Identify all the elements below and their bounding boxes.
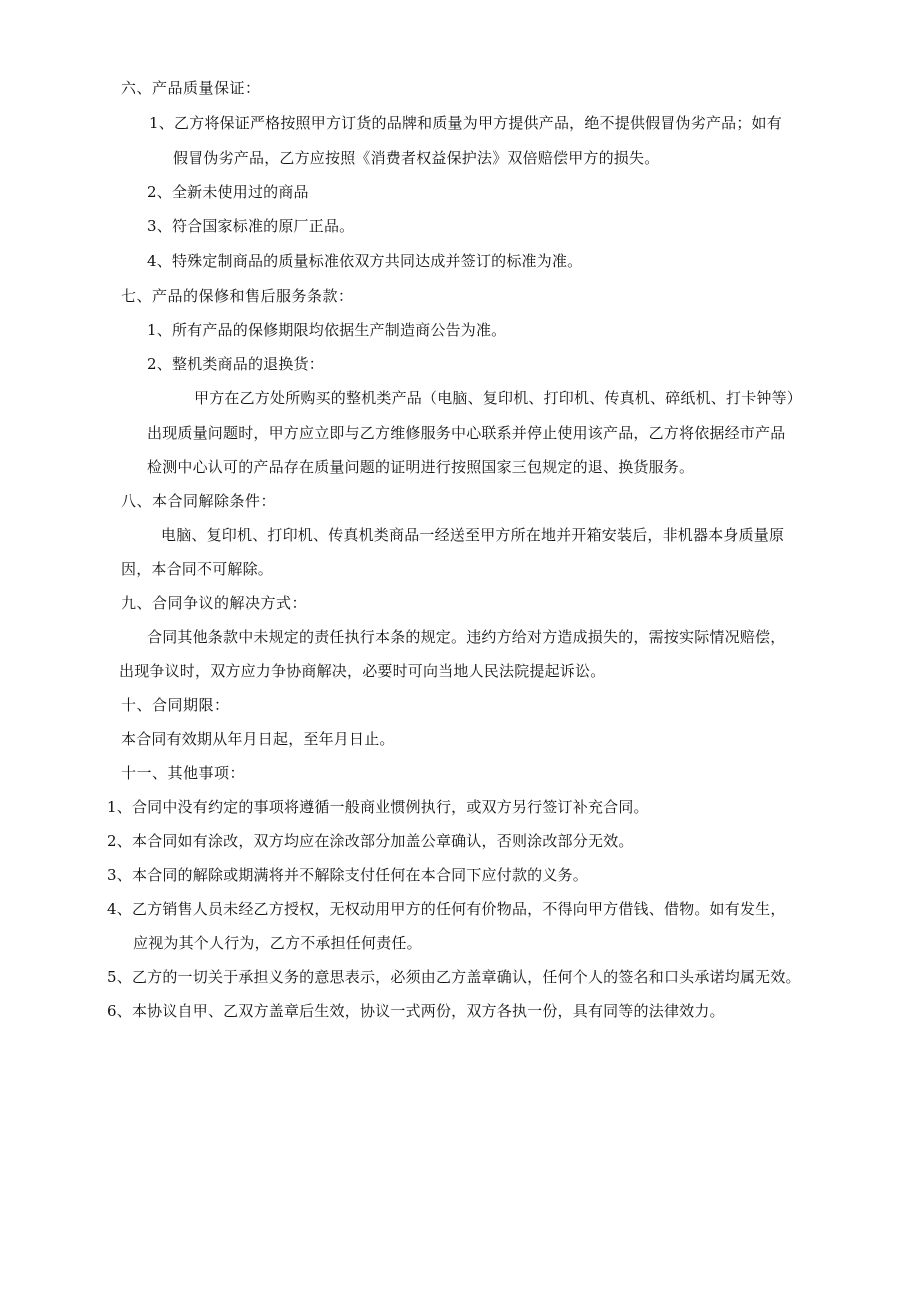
section-8-heading: 八、本合同解除条件： [121, 492, 277, 510]
section-11-item-2: 2、本合同如有涂改，双方均应在涂改部分加盖公章确认，否则涂改部分无效。 [107, 832, 634, 850]
section-8-paragraph-line-1: 电脑、复印机、打印机、传真机类商品一经送至甲方所在地并开箱安装后，非机器本身质量原 [161, 526, 785, 544]
section-7-item-2: 2、整机类商品的退换货： [147, 355, 324, 373]
section-11-item-1: 1、合同中没有约定的事项将遵循一般商业惯例执行，或双方另行签订补充合同。 [107, 798, 649, 816]
section-10-heading: 十、合同期限： [121, 696, 230, 714]
section-7-heading: 七、产品的保修和售后服务条款： [121, 287, 354, 305]
section-6-heading: 六、产品质量保证： [121, 79, 261, 97]
section-6-item-3: 3、符合国家标准的原厂正品。 [147, 217, 355, 235]
section-6-item-4: 4、特殊定制商品的质量标准依双方共同达成并签订的标准为准。 [147, 252, 583, 270]
section-7-paragraph-line-2: 出现质量问题时，甲方应立即与乙方维修服务中心联系并停止使用该产品，乙方将依据经市产品 [147, 424, 786, 442]
section-6-item-2: 2、全新未使用过的商品 [147, 183, 309, 201]
section-9-paragraph-line-2: 出现争议时，双方应力争协商解决，必要时可向当地人民法院提起诉讼。 [119, 662, 606, 680]
section-6-item-1-line-2: 假冒伪劣产品，乙方应按照《消费者权益保护法》双倍赔偿甲方的损失。 [173, 149, 660, 167]
section-9-paragraph-line-1: 合同其他条款中未规定的责任执行本条的规定。违约方给对方造成损失的，需按实际情况赔偿， [147, 628, 786, 646]
section-11-item-4-line-2: 应视为其个人行为，乙方不承担任何责任。 [133, 934, 422, 952]
section-8-paragraph-line-2: 因，本合同不可解除。 [121, 560, 274, 578]
section-9-heading: 九、合同争议的解决方式： [121, 594, 308, 612]
section-10-paragraph: 本合同有效期从年月日起，至年月日止。 [121, 730, 395, 748]
section-7-item-1: 1、所有产品的保修期限均依据生产制造商公告为准。 [147, 321, 507, 339]
section-11-item-4-line-1: 4、乙方销售人员未经乙方授权，无权动用甲方的任何有价物品，不得向甲方借钱、借物。如有发生， [107, 900, 786, 918]
section-7-paragraph-line-3: 检测中心认可的产品存在质量问题的证明进行按照国家三包规定的退、换货服务。 [147, 458, 695, 476]
section-11-item-3: 3、本合同的解除或期满将并不解除支付任何在本合同下应付款的义务。 [107, 866, 588, 884]
section-11-item-5: 5、乙方的一切关于承担义务的意思表示，必须由乙方盖章确认，任何个人的签名和口头承诺均属无效。 [107, 968, 801, 986]
section-6-item-1-line-1: 1、乙方将保证严格按照甲方订货的品牌和质量为甲方提供产品，绝不提供假冒伪劣产品；如有 [149, 114, 782, 132]
section-11-item-6: 6、本协议自甲、乙双方盖章后生效，协议一式两份，双方各执一份，具有同等的法律效力。 [107, 1002, 725, 1020]
section-11-heading: 十一、其他事项： [121, 764, 246, 782]
section-7-paragraph-line-1: 甲方在乙方处所购买的整机类产品（电脑、复印机、打印机、传真机、碎纸机、打卡钟等） [194, 389, 803, 407]
